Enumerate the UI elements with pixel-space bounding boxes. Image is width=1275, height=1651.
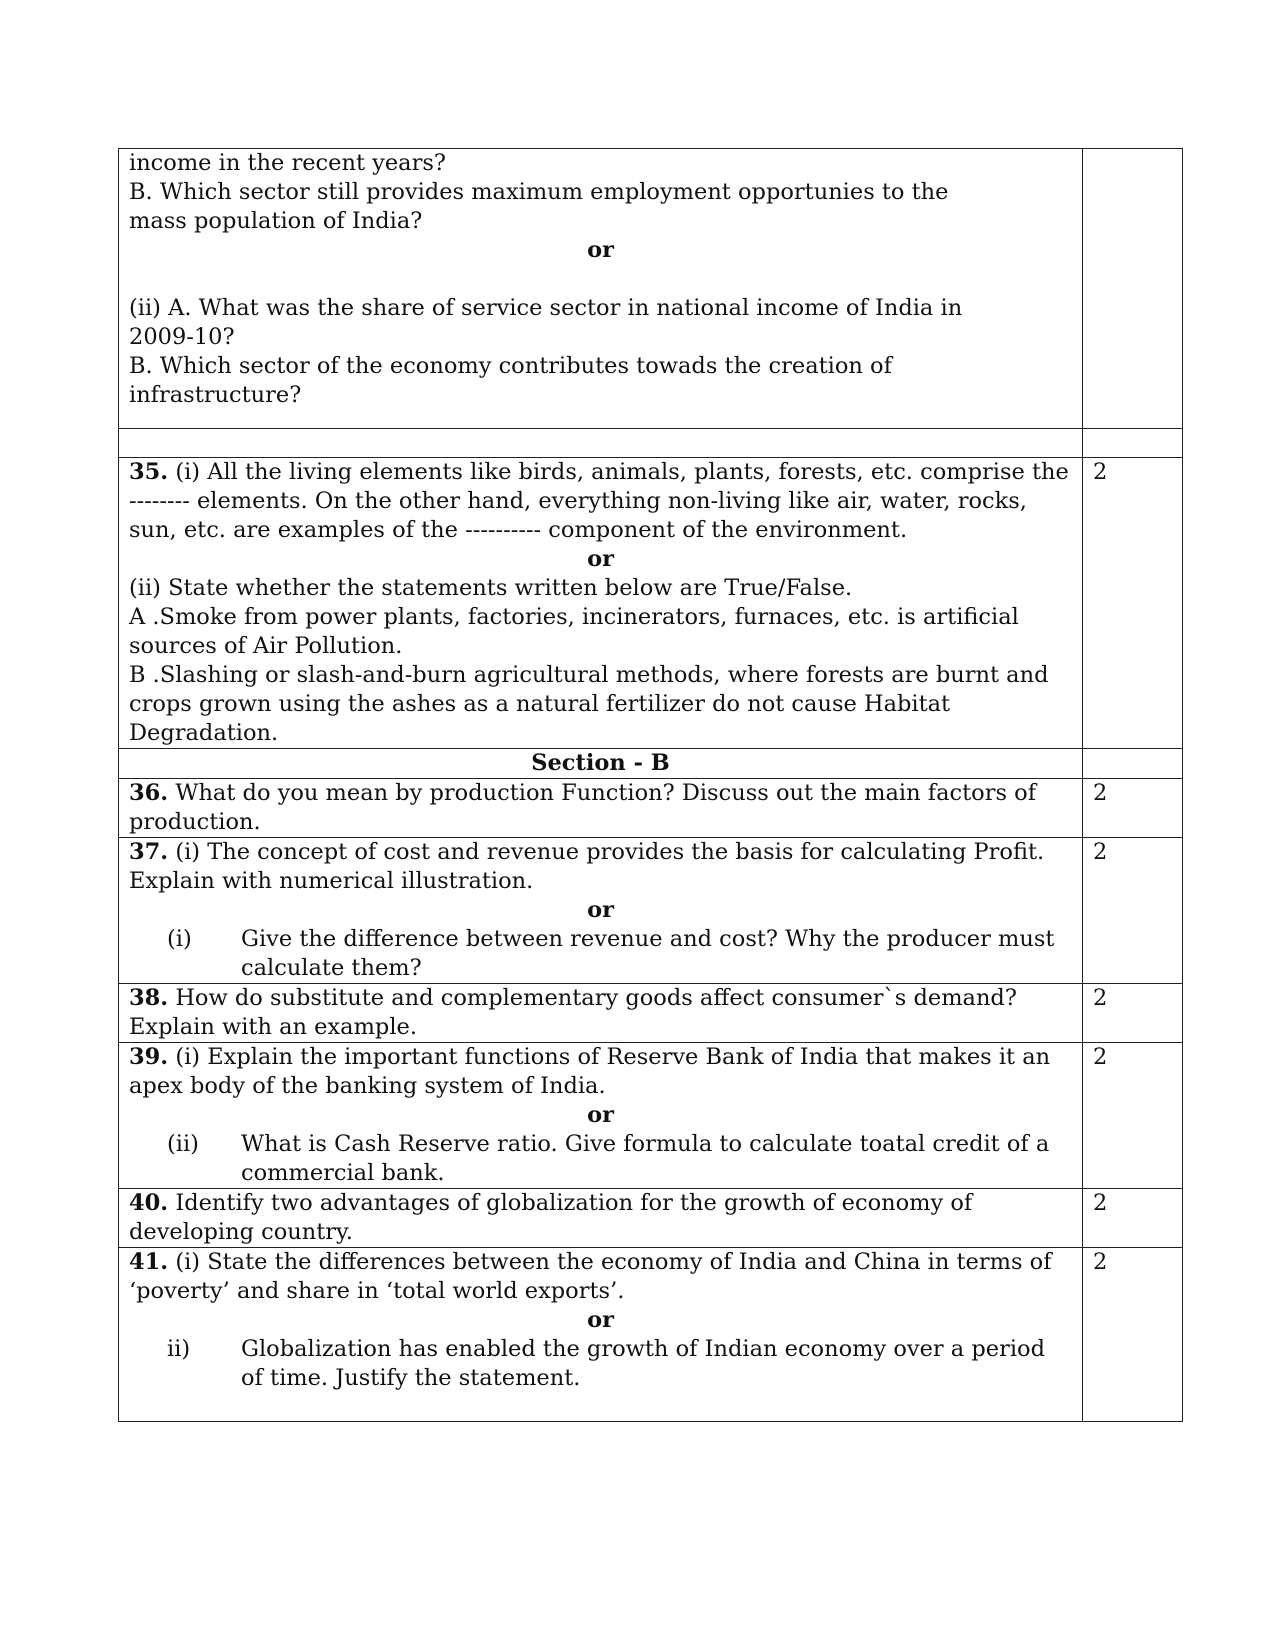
spacer — [129, 265, 1072, 294]
question-body: What do you mean by production Function? Discuss out the main factors of production. — [129, 780, 1037, 835]
question-number: 36. — [129, 780, 169, 806]
section-heading: Section - B — [119, 749, 1083, 779]
question-number: 37. — [129, 839, 169, 865]
marks-cell: 2 — [1083, 1248, 1183, 1422]
question-body: (i) The concept of cost and revenue provides the basis for calculating Profit. Explain with numerical illustration. — [129, 839, 1045, 894]
table-row — [119, 779, 1183, 838]
or-separator: or — [587, 546, 614, 572]
marks-cell: 2 — [1083, 458, 1183, 749]
question-cell — [119, 458, 1083, 749]
sub-label: (ii) — [167, 1131, 199, 1157]
question-cell — [119, 1043, 1083, 1189]
or-separator: or — [587, 897, 614, 923]
table-row — [119, 1043, 1183, 1189]
question-cell — [119, 779, 1083, 838]
table-row — [119, 1189, 1183, 1248]
sub-question — [129, 1335, 1072, 1393]
question-cell — [119, 984, 1083, 1043]
marks-cell: 2 — [1083, 779, 1183, 838]
question-line: infrastructure? — [129, 382, 302, 408]
sub-label: (i) — [167, 926, 192, 952]
question-line: mass population of India? — [129, 208, 423, 234]
question-line: B. Which sector still provides maximum employment opportunies to the — [129, 179, 949, 205]
marks-cell — [1083, 149, 1183, 429]
marks-cell: 2 — [1083, 1189, 1183, 1248]
table-row — [119, 1248, 1183, 1422]
question-cell — [119, 1189, 1083, 1248]
statement-a: A .Smoke from power plants, factories, incinerators, furnaces, etc. is artificial sources of Air Pollution. — [129, 604, 1019, 659]
table-row — [119, 149, 1183, 429]
or-separator: or — [587, 237, 614, 263]
empty-cell — [1083, 749, 1183, 779]
question-cell — [119, 149, 1083, 429]
question-body: (i) All the living elements like birds, animals, plants, forests, etc. comprise the -------- elements. On the other hand, everything non-living like air, water, rocks, sun, etc. are examples of the ---------- component of the environment. — [129, 459, 1069, 543]
section-row — [119, 749, 1183, 779]
question-body: Identify two advantages of globalization for the growth of economy of developing country. — [129, 1190, 973, 1245]
sub-text: Globalization has enabled the growth of Indian economy over a period of time. Justify the statement. — [241, 1336, 1045, 1391]
sub-question — [129, 1130, 1072, 1188]
empty-cell — [119, 429, 1083, 458]
question-text — [129, 458, 1072, 545]
or-separator: or — [587, 1307, 614, 1333]
marks-cell: 2 — [1083, 984, 1183, 1043]
question-line: B. Which sector of the economy contributes towads the creation of — [129, 353, 892, 379]
question-line: 2009-10? — [129, 324, 235, 350]
sub-label: ii) — [167, 1336, 191, 1362]
table-row — [119, 838, 1183, 984]
sub-question — [129, 925, 1072, 983]
question-number: 35. — [129, 459, 169, 485]
statement-b: B .Slashing or slash-and-burn agricultural methods, where forests are burnt and crops grown using the ashes as a natural fertilizer do not cause Habitat Degradation. — [129, 662, 1049, 746]
table-row — [119, 458, 1183, 749]
sub-text: Give the difference between revenue and cost? Why the producer must calculate them? — [241, 926, 1055, 981]
question-line: (ii) A. What was the share of service sector in national income of India in — [129, 295, 963, 321]
marks-cell: 2 — [1083, 838, 1183, 984]
empty-cell — [1083, 429, 1183, 458]
question-number: 39. — [129, 1044, 169, 1070]
question-table — [118, 148, 1183, 1422]
question-body: (i) State the differences between the economy of India and China in terms of ‘poverty’ and share in ‘total world exports’. — [129, 1249, 1052, 1304]
question-number: 40. — [129, 1190, 169, 1216]
sub-text: What is Cash Reserve ratio. Give formula to calculate toatal credit of a commercial bank. — [241, 1131, 1050, 1186]
question-body: (i) Explain the important functions of Reserve Bank of India that makes it an apex body of the banking system of India. — [129, 1044, 1051, 1099]
table-row — [119, 984, 1183, 1043]
question-line: (ii) State whether the statements written below are True/False. — [129, 575, 853, 601]
or-separator: or — [587, 1102, 614, 1128]
question-body: How do substitute and complementary goods affect consumer`s demand? Explain with an example. — [129, 985, 1017, 1040]
table-row-empty — [119, 429, 1183, 458]
question-cell — [119, 1248, 1083, 1422]
question-number: 41. — [129, 1249, 169, 1275]
question-number: 38. — [129, 985, 169, 1011]
question-cell — [119, 838, 1083, 984]
question-line: income in the recent years? — [129, 150, 446, 176]
marks-cell: 2 — [1083, 1043, 1183, 1189]
